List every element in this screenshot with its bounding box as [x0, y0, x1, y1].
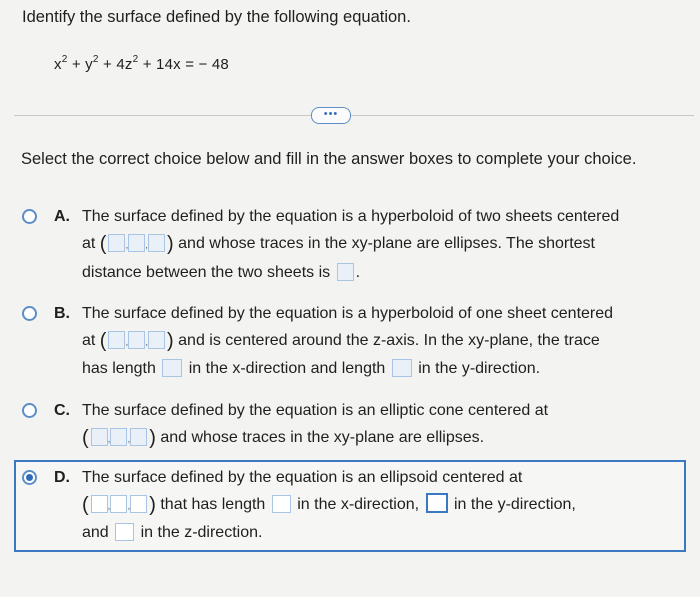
choice-text: ( , , ) that has length in the x-direction, in the y-direction,	[82, 491, 576, 521]
center-point-inputs: ( , , )	[99, 330, 174, 352]
answer-box[interactable]	[108, 331, 125, 349]
answer-box[interactable]	[392, 359, 412, 377]
radio-b[interactable]	[22, 306, 37, 321]
choice-c[interactable]	[22, 397, 682, 453]
answer-box[interactable]	[91, 495, 108, 513]
choice-text: The surface defined by the equation is an ellipsoid centered at	[82, 469, 523, 486]
answer-box[interactable]	[162, 359, 182, 377]
choice-a[interactable]	[22, 203, 682, 293]
answer-box[interactable]	[148, 331, 165, 349]
answer-box[interactable]	[128, 234, 145, 252]
choice-text: distance between the two sheets is .	[82, 264, 361, 281]
center-point-inputs: ( , , )	[99, 233, 174, 255]
answer-box[interactable]	[108, 234, 125, 252]
choice-letter: C.	[54, 402, 70, 419]
choice-d[interactable]	[22, 464, 682, 550]
answer-box[interactable]	[115, 523, 134, 541]
center-point-inputs: ( , , )	[82, 427, 156, 449]
choice-text: The surface defined by the equation is a hyperboloid of one sheet centered	[82, 305, 614, 322]
radio-a[interactable]	[22, 209, 37, 224]
answer-box[interactable]	[337, 263, 354, 281]
center-point-inputs: ( , , )	[82, 494, 156, 516]
choice-letter: A.	[54, 208, 70, 225]
answer-box[interactable]	[91, 428, 108, 446]
more-button[interactable]: •••	[311, 107, 351, 124]
answer-box[interactable]	[110, 495, 127, 513]
question-text: Identify the surface defined by the following equation.	[22, 8, 411, 26]
choice-b[interactable]	[22, 300, 682, 390]
choice-text: at ( , , ) and is centered around the z-axis. In the xy-plane, the trace	[82, 327, 600, 357]
answer-box[interactable]	[272, 495, 291, 513]
choice-text: The surface defined by the equation is a hyperboloid of two sheets centered	[82, 208, 620, 225]
radio-c[interactable]	[22, 403, 37, 418]
choice-text: The surface defined by the equation is an elliptic cone centered at	[82, 402, 549, 419]
choice-text: and in the z-direction.	[82, 524, 263, 541]
answer-box-focused[interactable]	[426, 493, 448, 513]
choice-letter: D.	[54, 469, 70, 486]
answer-box[interactable]	[130, 495, 147, 513]
instruction-text: Select the correct choice below and fill in the answer boxes to complete your choice.	[21, 150, 637, 168]
choice-text: has length in the x-direction and length in the y-direction.	[82, 360, 541, 377]
choice-text: ( , , ) and whose traces in the xy-plane are ellipses.	[82, 424, 484, 454]
choice-letter: B.	[54, 305, 70, 322]
answer-box[interactable]	[130, 428, 147, 446]
divider	[14, 115, 694, 116]
answer-box[interactable]	[148, 234, 165, 252]
radio-d-selected[interactable]	[22, 470, 37, 485]
choice-text: at ( , , ) and whose traces in the xy-plane are ellipses. The shortest	[82, 230, 595, 260]
answer-box[interactable]	[110, 428, 127, 446]
answer-box[interactable]	[128, 331, 145, 349]
equation: $x^2 + y^2 + 4z^2 + 14x$ = − 48	[54, 54, 229, 73]
